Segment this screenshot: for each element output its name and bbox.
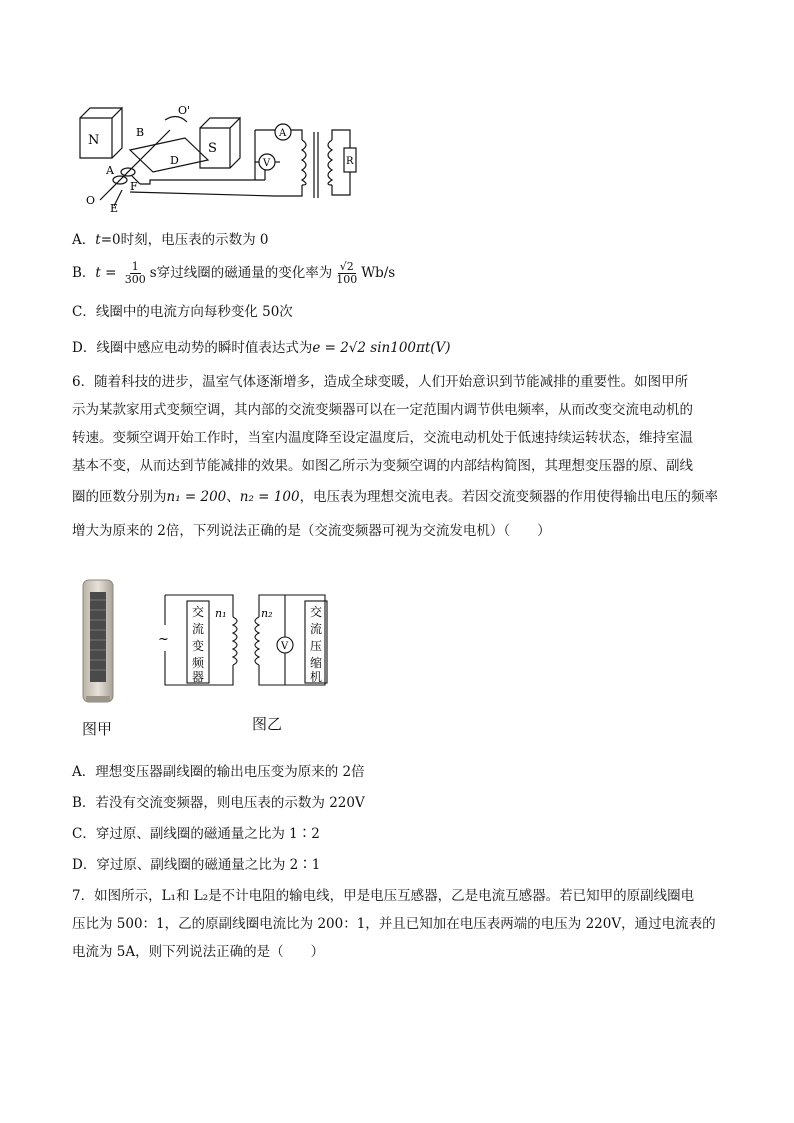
label-S: S [208, 141, 217, 156]
box1-char: 频 [191, 656, 205, 670]
box2-char: 压 [309, 639, 323, 653]
box1-char: 变 [191, 639, 205, 653]
label-n2: n₂ [261, 607, 273, 620]
box1-char: 交 [191, 605, 205, 619]
q5-option-b: B．t = $\frac{1}{300}$ s穿过线圈的磁通量的变化率为 $\frac{√2}{100}$ Wb/s [72, 260, 396, 286]
label-N: N [88, 133, 100, 148]
generator-circuit-figure [70, 100, 360, 220]
figure-jia-caption: 图甲 [82, 720, 113, 738]
resistor-label: R [346, 156, 354, 167]
inverter-circuit-figure [155, 585, 345, 695]
q6-option-a: A．理想变压器副线圈的输出电压变为原来的 2倍 [72, 764, 365, 780]
voltmeter-label: V [281, 641, 289, 652]
q5-option-d: D．线圈中感应电动势的瞬时值表达式为e = 2√2 sin100πt(V) [72, 340, 451, 356]
q5-option-a: A．t=0时刻，电压表的示数为 0 [72, 232, 269, 248]
label-E: E [110, 202, 119, 215]
box2-char: 交 [309, 605, 323, 619]
q5-option-c: C．线圈中的电流方向每秒变化 50次 [72, 304, 293, 320]
q7-stem-line: 压比为 500：1，乙的原副线圈电流比为 200：1，并且已知加在电压表两端的电压为 220V，通过电流表的 [72, 916, 716, 932]
label-B: B [136, 126, 145, 139]
q7-stem-line: 7．如图所示，L₁和 L₂是不计电阻的输电线，甲是电压互感器，乙是电流互感器。若已知甲的原副线圈电 [72, 888, 695, 904]
q7-stem-line: 电流为 5A，则下列说法正确的是（ ） [72, 944, 325, 960]
label-n1: n₁ [215, 607, 227, 620]
label-O-prime: O' [178, 104, 191, 117]
q6-stem-line: 转速。变频空调开始工作时，当室内温度降至设定温度后，交流电动机处于低速持续运转状态，维持室温 [72, 430, 693, 446]
label-A: A [106, 164, 114, 177]
fraction-sqrt2-100: $\frac{√2}{100}$ [336, 260, 358, 286]
q6-stem-line: 示为某款家用式变频空调，其内部的交流变频器可以在一定范围内调节供电频率，从而改变交流电动机的 [72, 402, 693, 418]
fraction-1-300: $\frac{1}{300}$ [124, 260, 146, 286]
box1-char: 流 [191, 622, 205, 636]
ammeter-label: A [279, 128, 287, 139]
q6-stem-line: 增大为原来的 2倍，下列说法正确的是（交流变频器可视为交流发电机）（ ） [72, 523, 551, 539]
q6-stem-line: 基本不变，从而达到节能减排的效果。如图乙所示为变频空调的内部结构简图，其理想变压器的原、副线 [72, 458, 693, 474]
q7-stem [72, 882, 722, 966]
box1-char: 器 [191, 670, 205, 684]
q6-option-c: C．穿过原、副线圈的磁通量之比为 1∶2 [72, 826, 320, 842]
box2-char: 流 [309, 622, 323, 636]
voltmeter-label: V [263, 158, 271, 169]
q6-option-b: B．若没有交流变频器，则电压表的示数为 220V [72, 795, 365, 811]
q6-stem-line: 6．随着科技的进步，温室气体逐渐增多，造成全球变暖，人们开始意识到节能减排的重要性。如图甲所 [72, 374, 689, 390]
label-D: D [170, 154, 179, 167]
box2-char: 缩 [309, 656, 323, 670]
ac-source-icon: ~ [158, 632, 169, 647]
figure-yi-caption: 图乙 [252, 715, 283, 733]
q6-stem [72, 368, 722, 548]
air-conditioner-image [80, 578, 116, 706]
label-F: F [130, 180, 138, 193]
label-O: O [86, 194, 96, 207]
q6-stem-line: 圈的匝数分别为n₁ = 200、n₂ = 100，电压表为理想交流电表。若因交流变频器的作用使得输出电压的频率 [72, 489, 719, 505]
q6-option-d: D．穿过原、副线圈的磁通量之比为 2∶1 [72, 857, 321, 873]
box2-char: 机 [309, 670, 323, 684]
